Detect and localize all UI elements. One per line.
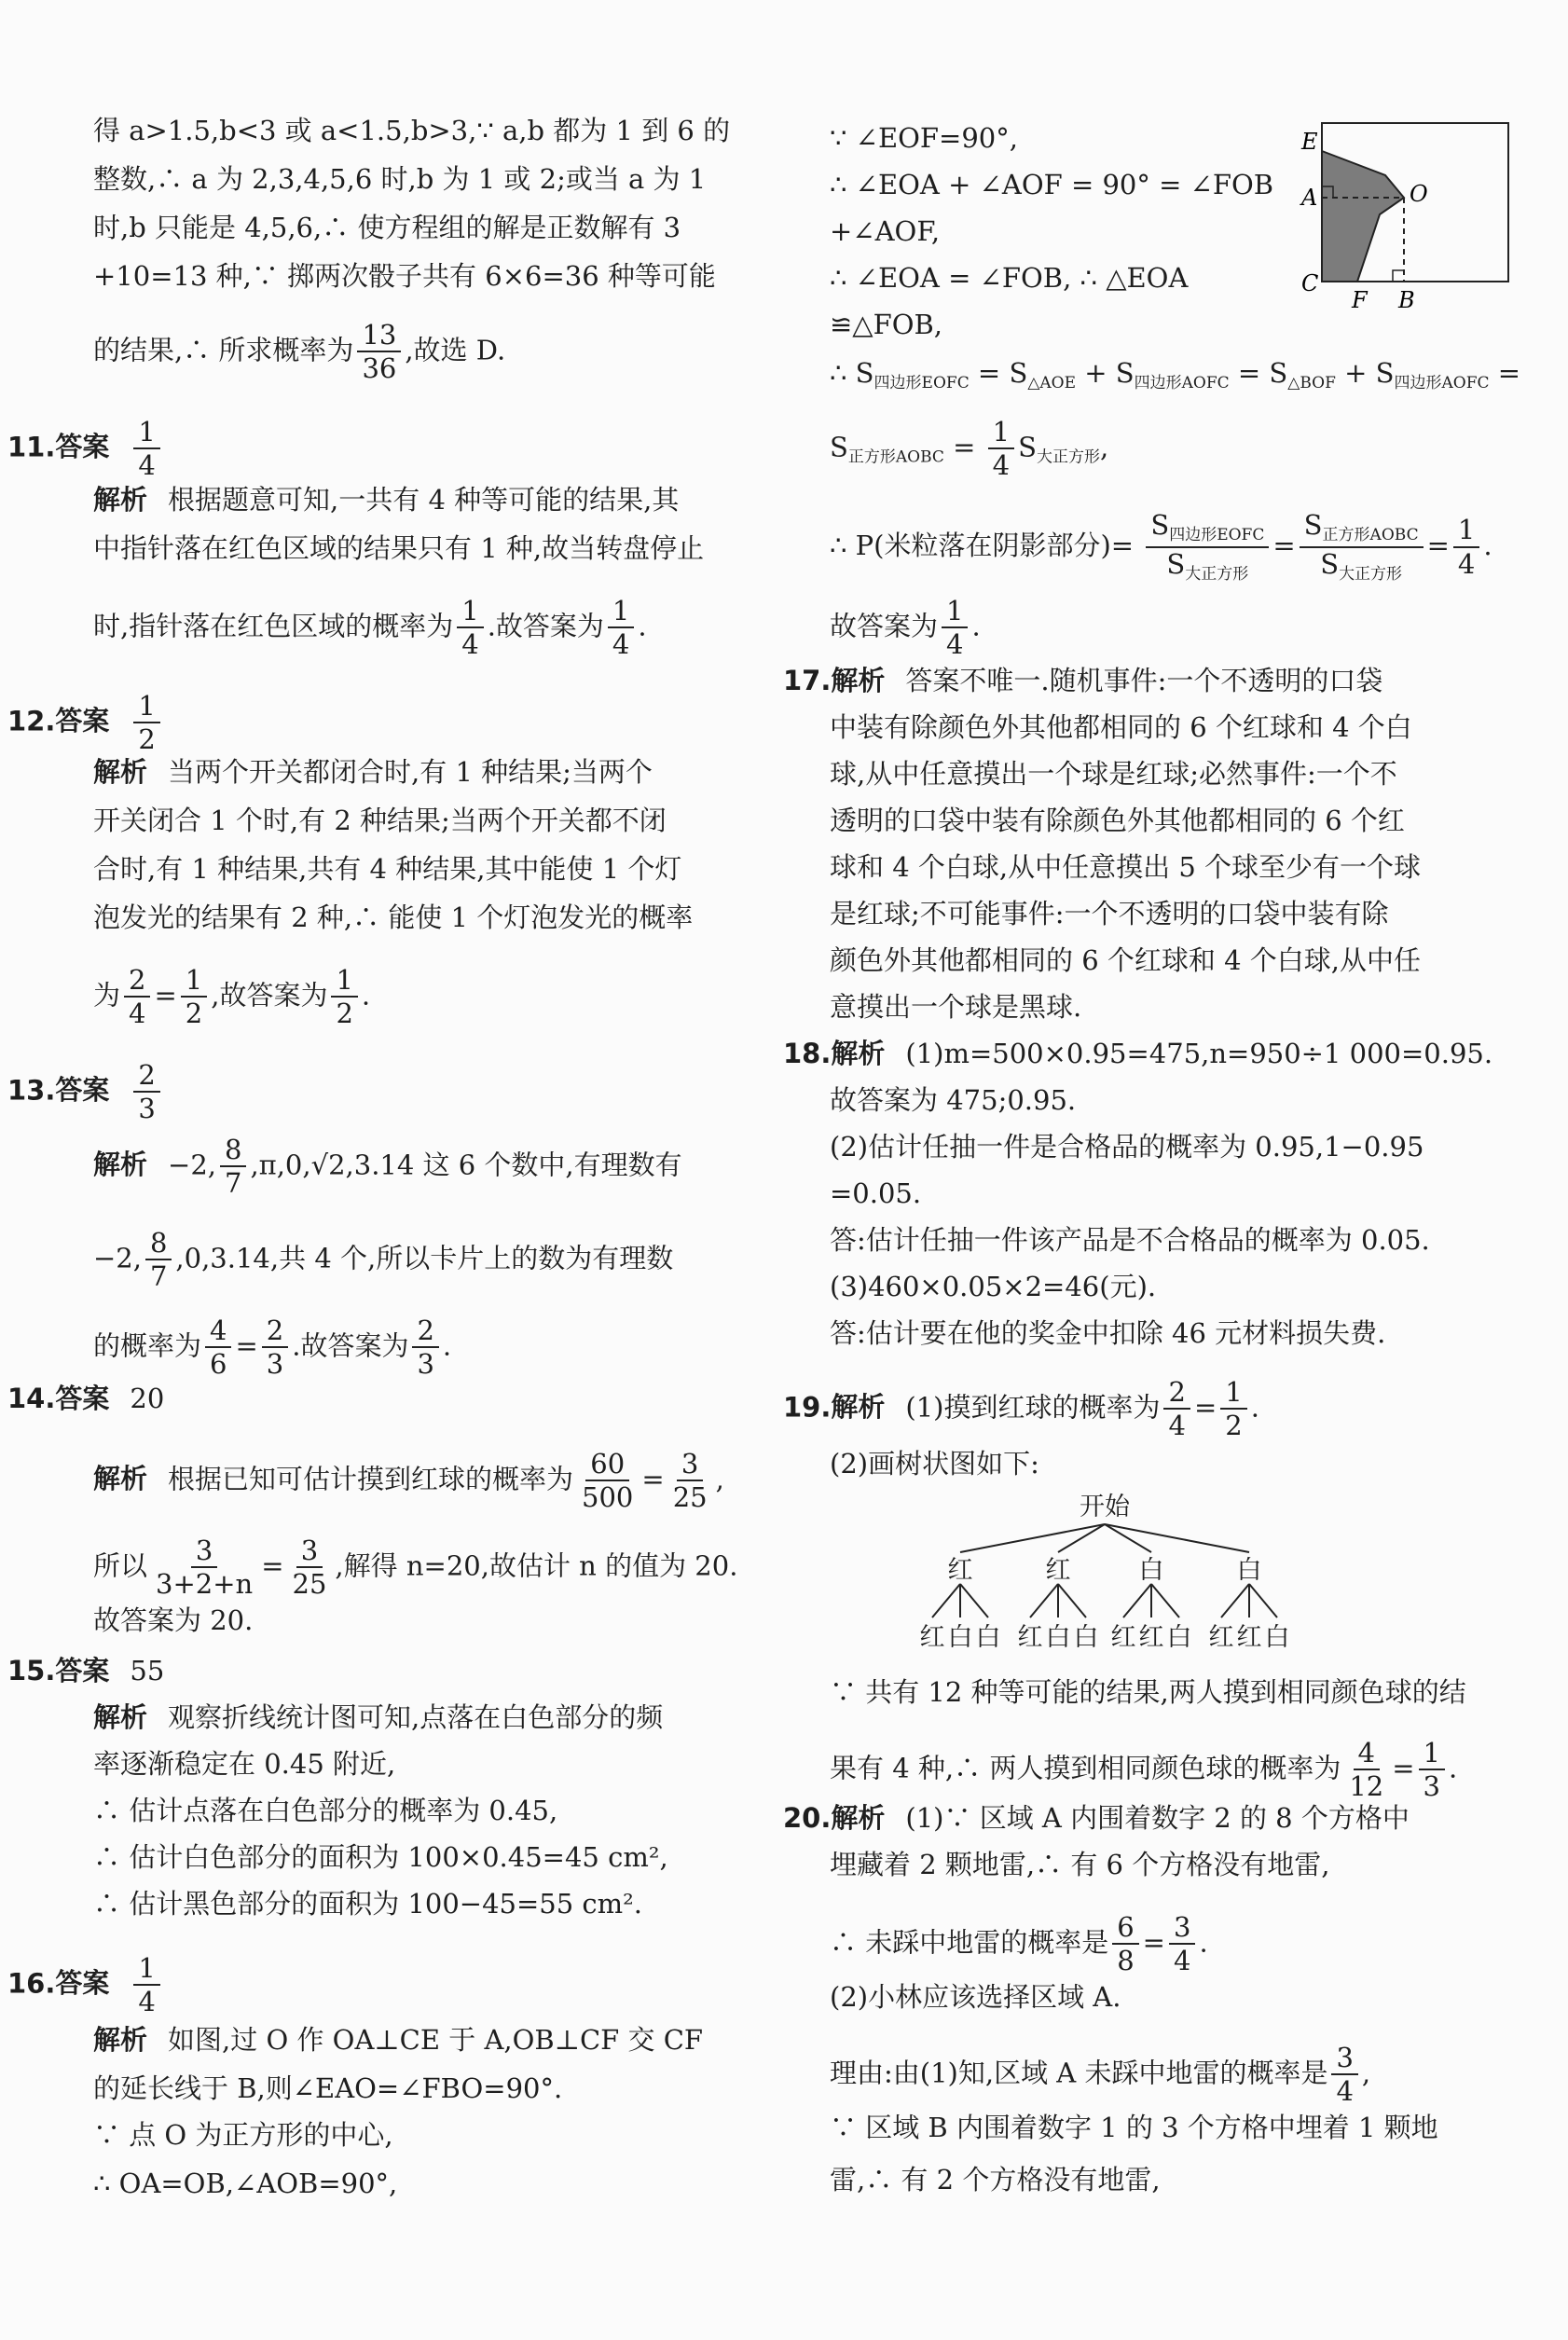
tree-leaf: 白: [1166, 1623, 1192, 1652]
text-line: 理由:由(1)知,区域 A 未踩中地雷的概率是 $\frac{3}{4}$ ,: [830, 2042, 1371, 2108]
text-line: ∵ 区域 B 内围着数字 1 的 3 个方格中埋着 1 颗地: [830, 2112, 1438, 2143]
text-line: 率逐渐稳定在 0.45 附近,: [93, 1748, 396, 1780]
text-line: 整数,∴ a 为 2,3,4,5,6 时,b 为 1 或 2;或当 a 为 1: [93, 163, 707, 195]
text-line: 故答案为 $\frac{1}{4}$ .: [830, 595, 981, 661]
tree-leaf: 红: [1236, 1623, 1262, 1652]
text-line: 的延长线于 B,则∠EAO=∠FBO=90°.: [93, 2072, 563, 2104]
shaded-region: [1322, 151, 1404, 282]
tree-node: 白: [1236, 1556, 1262, 1585]
text-line: 故答案为 20.: [93, 1604, 254, 1636]
analysis-13: 解析 −2, $\frac{8}{7}$ ,π,0,√2,3.14 这 6 个数中,有理数有: [93, 1134, 682, 1200]
text-line: =0.05.: [830, 1177, 922, 1209]
text-line: 答:估计任抽一件该产品是不合格品的概率为 0.05.: [830, 1224, 1430, 1256]
analysis-18: 18.解析 (1)m=500×0.95=475,n=950÷1 000=0.95.: [783, 1038, 1493, 1069]
text-line: 透明的口袋中装有除颜色外其他都相同的 6 个红: [830, 805, 1405, 836]
text-line: 时,指针落在红色区域的概率为 $\frac{1}{4}$ .故答案为 $\frac{1}{4}$ .: [93, 595, 647, 661]
text-line: ∴ $S_{四边形EOFC} = S_{\triangle AOE} + S_{四边形AOFC} = S_{\triangle BOF} + S_{四边形AOFC}$ =: [830, 357, 1521, 392]
analysis-12: 解析 当两个开关都闭合时,有 1 种结果;当两个: [93, 756, 653, 788]
answer-11: 11.答案 $\frac{1}{4}$: [7, 418, 164, 480]
text-line: ∵ 点 O 为正方形的中心,: [93, 2119, 393, 2151]
text-line: ∴ ∠EOA = ∠FOB, ∴ △EOA: [830, 262, 1189, 294]
text-line: ∴ OA=OB,∠AOB=90°,: [93, 2168, 398, 2199]
square-figure: [1285, 112, 1527, 317]
text-line: −2, $\frac{8}{7}$ ,0,3.14,共 4 个,所以卡片上的数为有理数: [93, 1227, 674, 1293]
analysis-14: 解析 根据已知可估计摸到红球的概率为 $\frac{60}{500}$ = $\frac{3}{25}$ ,: [93, 1448, 724, 1514]
text-line: 意摸出一个球是黑球.: [830, 991, 1082, 1023]
tree-diagram: [904, 1487, 1296, 1664]
text-line: $S_{正方形AOBC}$ = $\frac{1}{4}$ $S_{大正方形}$,: [830, 416, 1109, 482]
text-line: ∴ 估计黑色部分的面积为 100−45=55 cm².: [93, 1888, 642, 1920]
answer-16: 16.答案 $\frac{1}{4}$: [7, 1954, 164, 2017]
text-line: ∴ 未踩中地雷的概率是 $\frac{6}{8}$ = $\frac{3}{4}$ .: [830, 1911, 1208, 1977]
text-line: 是红球;不可能事件:一个不透明的口袋中装有除: [830, 898, 1389, 929]
text-line: ∴ 估计白色部分的面积为 100×0.45=45 cm²,: [93, 1841, 668, 1873]
tree-root: 开始: [1080, 1493, 1130, 1521]
text-line: 为 $\frac{2}{4}$ = $\frac{1}{2}$ ,故答案为 $\frac{1}{2}$ .: [93, 964, 371, 1030]
tree-leaf: 白: [947, 1623, 973, 1652]
text-line: 故答案为 475;0.95.: [830, 1084, 1077, 1116]
text-line: 开关闭合 1 个时,有 2 种结果;当两个开关都不闭: [93, 805, 667, 836]
analysis-19: 19.解析 (1)摸到红球的概率为 $\frac{2}{4}$ = $\frac{1}{2}$ .: [783, 1376, 1259, 1442]
text-line: ≌△FOB,: [830, 309, 943, 340]
text-line: ∴ 估计点落在白色部分的概率为 0.45,: [93, 1795, 558, 1826]
text-line: 颜色外其他都相同的 6 个红球和 4 个白球,从中任: [830, 944, 1421, 976]
label-e: E: [1301, 129, 1318, 155]
tree-leaf: 白: [1073, 1623, 1099, 1652]
text-line: ∵ ∠EOF=90°,: [830, 122, 1018, 154]
text-line: 果有 4 种,∴ 两人摸到相同颜色球的概率为 $\frac{4}{12}$ = $\frac{1}{3}$ .: [830, 1737, 1458, 1803]
answer-15: 15.答案 55: [7, 1655, 165, 1686]
text-line: +10=13 种,∵ 掷两次骰子共有 6×6=36 种等可能: [93, 260, 716, 292]
text-line: 埋藏着 2 颗地雷,∴ 有 6 个方格没有地雷,: [830, 1849, 1330, 1880]
text-line: 球,从中任意摸出一个球是红球;必然事件:一个不: [830, 758, 1397, 790]
text-line: 合时,有 1 种结果,共有 4 种结果,其中能使 1 个灯: [93, 853, 682, 885]
text-line: 所以 $\frac{3}{3+2+n}$ = $\frac{3}{25}$ ,解得 n=20,故估计 n 的值为 20.: [93, 1535, 738, 1601]
probability-formula: ∴ P(米粒落在阴影部分)= $\frac{S_{四边形EOFC}}{S_{大正方形}}$ = $\frac{S_{正方形AOBC}}{S_{大正方形}}$ = $\frac{1}{4}$ .: [830, 509, 1492, 584]
text-line: 的概率为 $\frac{4}{6}$ = $\frac{2}{3}$ .故答案为 $\frac{2}{3}$ .: [93, 1315, 452, 1381]
tree-node: 红: [947, 1556, 973, 1585]
text-line: ∴ ∠EOA + ∠AOF = 90° = ∠FOB: [830, 169, 1274, 200]
text-line: (2)估计任抽一件是合格品的概率为 0.95,1−0.95: [830, 1131, 1424, 1163]
text-line: 中装有除颜色外其他都相同的 6 个红球和 4 个白: [830, 711, 1412, 743]
label-c: C: [1301, 270, 1319, 296]
label-o: O: [1410, 181, 1428, 207]
text-line: 泡发光的结果有 2 种,∴ 能使 1 个灯泡发光的概率: [93, 902, 694, 933]
text-line: 球和 4 个白球,从中任意摸出 5 个球至少有一个球: [830, 851, 1421, 883]
text-line: (2)画树状图如下:: [830, 1448, 1039, 1480]
tree-leaf: 红: [1017, 1623, 1043, 1652]
answer-12: 12.答案 $\frac{1}{2}$: [7, 692, 164, 754]
text-line: 答:估计要在他的奖金中扣除 46 元材料损失费.: [830, 1317, 1386, 1349]
analysis-11: 解析 根据题意可知,一共有 4 种等可能的结果,其: [93, 484, 680, 516]
tree-leaf: 红: [919, 1623, 945, 1652]
analysis-17: 17.解析 答案不唯一.随机事件:一个不透明的口袋: [783, 665, 1383, 696]
text-line: 的结果,∴ 所求概率为 $\frac{13}{36}$ ,故选 D.: [93, 319, 506, 385]
answer-13: 13.答案 $\frac{2}{3}$: [7, 1061, 164, 1123]
text-line: 得 a>1.5,b<3 或 a<1.5,b>3,∵ a,b 都为 1 到 6 的: [93, 115, 731, 146]
answer-14: 14.答案 20: [7, 1383, 165, 1414]
text-line: 时,b 只能是 4,5,6,∴ 使方程组的解是正数解有 3: [93, 212, 681, 243]
text-line: (2)小林应该选择区域 A.: [830, 1981, 1121, 2013]
tree-node: 白: [1138, 1556, 1164, 1585]
tree-node: 红: [1045, 1556, 1071, 1585]
text-line: 中指针落在红色区域的结果只有 1 种,故当转盘停止: [93, 532, 705, 564]
label-a: A: [1301, 185, 1318, 211]
label-f: F: [1352, 287, 1368, 313]
tree-leaf: 白: [975, 1623, 1001, 1652]
tree-leaf: 红: [1208, 1623, 1234, 1652]
text-line: +∠AOF,: [830, 215, 941, 247]
text-line: ∵ 共有 12 种等可能的结果,两人摸到相同颜色球的结: [830, 1676, 1466, 1708]
analysis-15: 解析 观察折线统计图可知,点落在白色部分的频: [93, 1701, 664, 1733]
tree-leaf: 红: [1138, 1623, 1164, 1652]
analysis-16: 解析 如图,过 O 作 OA⊥CE 于 A,OB⊥CF 交 CF: [93, 2024, 704, 2056]
tree-leaf: 白: [1264, 1623, 1290, 1652]
text-line: 雷,∴ 有 2 个方格没有地雷,: [830, 2164, 1161, 2195]
tree-leaf: 红: [1110, 1623, 1136, 1652]
tree-leaf: 白: [1045, 1623, 1071, 1652]
analysis-20: 20.解析 (1)∵ 区域 A 内围着数字 2 的 8 个方格中: [783, 1802, 1410, 1834]
label-b: B: [1398, 287, 1415, 313]
text-line: (3)460×0.05×2=46(元).: [830, 1271, 1157, 1302]
